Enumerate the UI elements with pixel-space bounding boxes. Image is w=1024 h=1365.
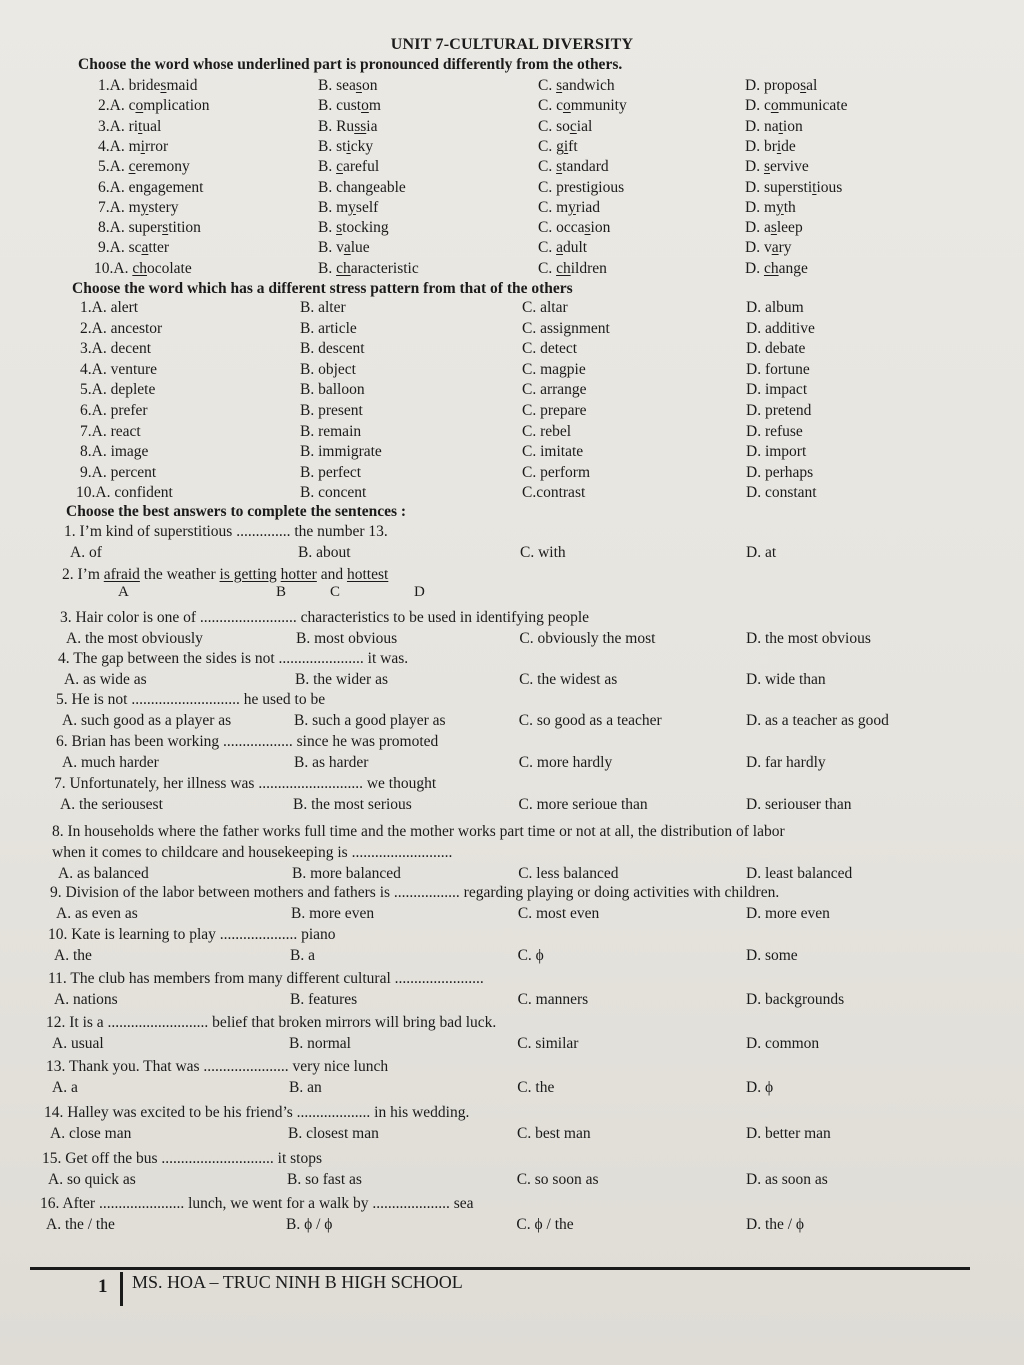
pronunciation-item [0,198,1024,218]
question-stem: 14. Halley was excited to be his friend’s ................... in his wedding. [44,1104,470,1121]
option-b: B. changeable [318,178,406,196]
option-b: B. season [318,77,378,94]
option-d: D. backgrounds [746,991,845,1008]
option-c: C. manners [517,991,589,1008]
option-a: 8.A. superstition [98,219,201,237]
option-c: C. gift [538,137,578,155]
question-stem: 3. Hair color is one of ......................... characteristics to be used in identifying people [60,609,590,626]
option-a: A. the [54,947,92,964]
option-b: B. most obvious [296,630,398,647]
answer-options [0,795,1024,815]
option-a: 3.A. ritual [98,117,162,135]
question-stem: 11. The club has members from many different cultural ....................... [48,970,484,987]
option-d: D. as a teacher as good [746,712,889,729]
question-stem: 2. I’m afraid the weather is getting hotter and hottest [62,566,389,583]
answer-options [0,1170,1024,1190]
option-b: B. remain [300,422,362,440]
option-a: 9.A. percent [80,463,157,481]
option-d: D. bride [745,137,796,155]
option-c: C. sandwich [538,77,615,94]
option-b: B. descent [300,340,365,358]
option-b: B. stocking [318,219,389,237]
option-d: D. impact [746,381,808,399]
option-c: C. the widest as [519,671,618,688]
answer-options [0,1215,1024,1235]
page-title: UNIT 7-CULTURAL DIVERSITY [390,36,634,53]
option-d: D. the / ϕ [746,1216,805,1233]
option-a: A. so quick as [48,1171,136,1188]
option-a: A. as wide as [64,671,147,688]
option-c: C. magpie [522,360,586,378]
option-b: B. present [300,402,363,419]
stress-item [0,442,1024,462]
option-a: A. the most obviously [66,630,203,647]
option-c: C. adult [538,239,588,257]
option-a: 4.A. venture [80,360,158,378]
option-a: A. nations [54,991,118,1008]
option-b: B. immigrate [300,443,382,461]
option-b: B. careful [318,158,380,176]
option-a: 2.A. ancestor [80,319,163,337]
option-a: A. a [52,1079,78,1096]
question-stem-continued: when it comes to childcare and housekeeping is .......................... [52,844,453,861]
answer-options [0,629,1024,649]
option-d: D. fortune [746,360,810,378]
option-a: 8.A. image [80,443,149,461]
option-d: D. debate [746,340,806,358]
option-c: C. similar [517,1035,579,1052]
option-b: B. characteristic [318,259,419,277]
stress-item [0,360,1024,380]
option-b: B. alter [300,299,346,316]
option-b: B. normal [289,1035,351,1052]
answer-options [0,1078,1024,1098]
option-a: A. of [70,544,102,561]
footer-divider [120,1272,123,1306]
option-d: D. at [746,544,777,561]
option-c: C. assignment [522,319,610,337]
option-d: D. asleep [745,219,803,237]
stress-item [0,298,1024,318]
option-c: C. myriad [538,198,601,216]
section-sentences-heading: Choose the best answers to complete the sentences : [66,503,407,520]
stress-item [0,422,1024,442]
option-d: D. superstitious [745,178,843,196]
option-b: B. about [298,544,351,561]
option-a: 5.A. deplete [80,381,156,399]
pronunciation-item [0,178,1024,198]
pronunciation-item [0,117,1024,137]
section-stress-heading: Choose the word which has a different stress pattern from that of the others [72,280,573,297]
option-c: C. social [538,117,593,135]
pronunciation-item [0,96,1024,116]
option-c: C. prestigious [538,178,625,196]
option-d: D. pretend [746,402,812,419]
option-d: D. proposal [745,77,818,94]
pronunciation-item [0,238,1024,258]
option-b: B. sticky [318,137,374,155]
option-c: C. best man [517,1125,591,1142]
option-a: A. as even as [56,905,138,922]
answer-options [0,670,1024,690]
option-c: C. most even [517,905,600,922]
option-b: B. value [318,239,370,257]
option-d: D. as soon as [746,1171,828,1188]
option-b: B. a [290,947,315,964]
question-stem: 16. After ...................... lunch, we went for a walk by .................... sea [40,1195,474,1212]
option-d: D. vary [745,239,792,257]
option-a: 1.A. alert [80,299,139,316]
option-c: C. imitate [522,443,584,461]
option-b: B. an [289,1079,322,1096]
stress-item [0,380,1024,400]
answer-options [0,1034,1024,1054]
option-c: C. detect [522,340,578,358]
option-a: 9.A. scatter [98,239,170,257]
option-b: B. perfect [300,463,362,481]
option-d: D. seriouser than [746,796,852,813]
option-c: C. more serioue than [518,796,648,813]
option-d: D. album [746,299,804,316]
option-b: B. closest man [288,1125,379,1142]
option-a: 2.A. complication [98,97,210,115]
option-a: 1.A. bridesmaid [98,77,198,94]
answer-options [0,711,1024,731]
stress-item [0,319,1024,339]
option-b: B. as harder [294,754,369,771]
answer-options [0,753,1024,773]
option-d: D. ϕ [746,1079,774,1096]
question-stem: 10. Kate is learning to play .................... piano [48,926,336,943]
option-c: C. the [517,1079,555,1096]
option-b: B. more balanced [292,865,401,882]
stress-item [0,483,1024,503]
option-c: C. rebel [522,422,572,440]
option-d: D. more even [746,905,830,922]
option-d: D. far hardly [746,754,826,771]
answer-options [0,1124,1024,1144]
option-c: C. ϕ / the [516,1216,574,1233]
option-b: B. features [290,991,358,1008]
option-a: A. the / the [46,1216,115,1233]
option-a: 7.A. mystery [98,198,179,216]
option-a: 10.A. confident [76,484,173,502]
option-c: C. children [538,259,607,277]
answer-options [0,946,1024,966]
footer-school: MS. HOA – TRUC NINH B HIGH SCHOOL [132,1272,463,1292]
question-stem: 6. Brian has been working .................. since he was promoted [56,733,439,750]
option-d: D. perhaps [746,463,814,481]
option-a: 10.A. chocolate [94,259,192,277]
section-pronunciation-heading: Choose the word whose underlined part is pronounced differently from the others. [78,56,623,73]
option-c: C. obviously the most [519,630,656,647]
underline-letter: D [414,584,425,600]
option-b: B. the wider as [295,671,388,688]
option-d: D. import [746,443,807,461]
option-d: D. some [746,947,798,964]
option-a: 7.A. react [80,422,141,440]
question-stem: 4. The gap between the sides is not ...................... it was. [58,650,409,667]
footer-rule [30,1267,970,1270]
option-c: C. community [538,97,627,115]
option-d: D. servive [745,158,809,176]
option-d: D. constant [746,484,817,502]
question-stem: 8. In households where the father works full time and the mother works part time or not at all, the distribution of labor [52,823,785,840]
option-b: B. concent [300,484,367,502]
option-b: B. article [300,319,357,337]
option-c: C. more hardly [518,754,613,771]
option-c: C. less balanced [518,865,619,882]
option-d: D. nation [745,117,803,135]
page-number: 1 [98,1276,108,1297]
option-b: B. myself [318,198,379,216]
stress-item [0,339,1024,359]
question-stem: 1. I’m kind of superstitious .............. the number 13. [64,523,388,540]
answer-options [0,904,1024,924]
option-b: B. more even [291,905,375,922]
pronunciation-item [0,76,1024,96]
option-d: D. refuse [746,422,803,440]
option-b: B. so fast as [287,1171,362,1188]
pronunciation-item [0,137,1024,157]
option-d: D. wide than [746,671,826,688]
stress-item [0,463,1024,483]
pronunciation-item [0,218,1024,238]
option-a: 6.A. prefer [80,402,148,419]
option-c: C. arrange [522,381,587,399]
option-d: D. common [746,1035,820,1052]
option-b: B. custom [318,97,381,115]
pronunciation-item [0,259,1024,279]
option-a: 4.A. mirror [98,137,169,155]
option-c: C. altar [522,299,568,316]
underline-letter: C [330,584,341,600]
option-c: C. prepare [522,402,587,419]
option-d: D. communicate [745,97,848,115]
option-d: D. change [745,259,808,277]
option-b: B. balloon [300,381,365,399]
question-stem: 9. Division of the labor between mothers and fathers is ................. regarding playing or doing activities with children. [50,884,780,901]
option-b: B. the most serious [293,796,412,813]
question-stem: 15. Get off the bus ............................. it stops [42,1150,322,1167]
option-d: D. myth [745,198,796,216]
option-c: C. standard [538,158,609,176]
answer-options [0,864,1024,884]
question-stem: 13. Thank you. That was ...................... very nice lunch [46,1058,389,1075]
option-a: 5.A. ceremony [98,158,190,176]
option-a: A. close man [50,1125,132,1142]
option-b: B. Russia [318,117,378,135]
answer-options [0,990,1024,1010]
option-a: 6.A. engagement [98,178,204,196]
underline-letter: B [276,584,287,600]
option-a: A. the seriousest [60,796,163,813]
option-c: C. so soon as [516,1171,599,1188]
stress-item [0,401,1024,421]
option-b: B. ϕ / ϕ [286,1216,333,1233]
option-b: B. object [300,360,356,378]
option-a: A. as balanced [58,865,149,882]
underline-letter: A [118,584,129,600]
pronunciation-item [0,157,1024,177]
option-a: 3.A. decent [80,340,152,358]
option-c: C. so good as a teacher [518,712,662,729]
option-a: A. usual [52,1035,104,1052]
option-a: A. such good as a player as [62,712,232,729]
question-stem: 12. It is a .......................... belief that broken mirrors will bring bad luck. [46,1014,497,1031]
option-c: C. perform [522,463,591,481]
option-c: C. ϕ [517,947,544,964]
option-d: D. the most obvious [746,630,871,647]
option-c: C. with [520,544,566,561]
option-d: D. additive [746,319,815,337]
option-d: D. least balanced [746,865,853,882]
option-c: C.contrast [522,484,586,502]
answer-options [0,543,1024,563]
option-c: C. occasion [538,219,611,237]
option-d: D. better man [746,1125,831,1142]
option-b: B. such a good player as [294,712,446,729]
question-stem: 5. He is not ............................ he used to be [56,691,326,708]
option-a: A. much harder [62,754,159,771]
question-stem: 7. Unfortunately, her illness was ........................... we thought [54,775,437,792]
